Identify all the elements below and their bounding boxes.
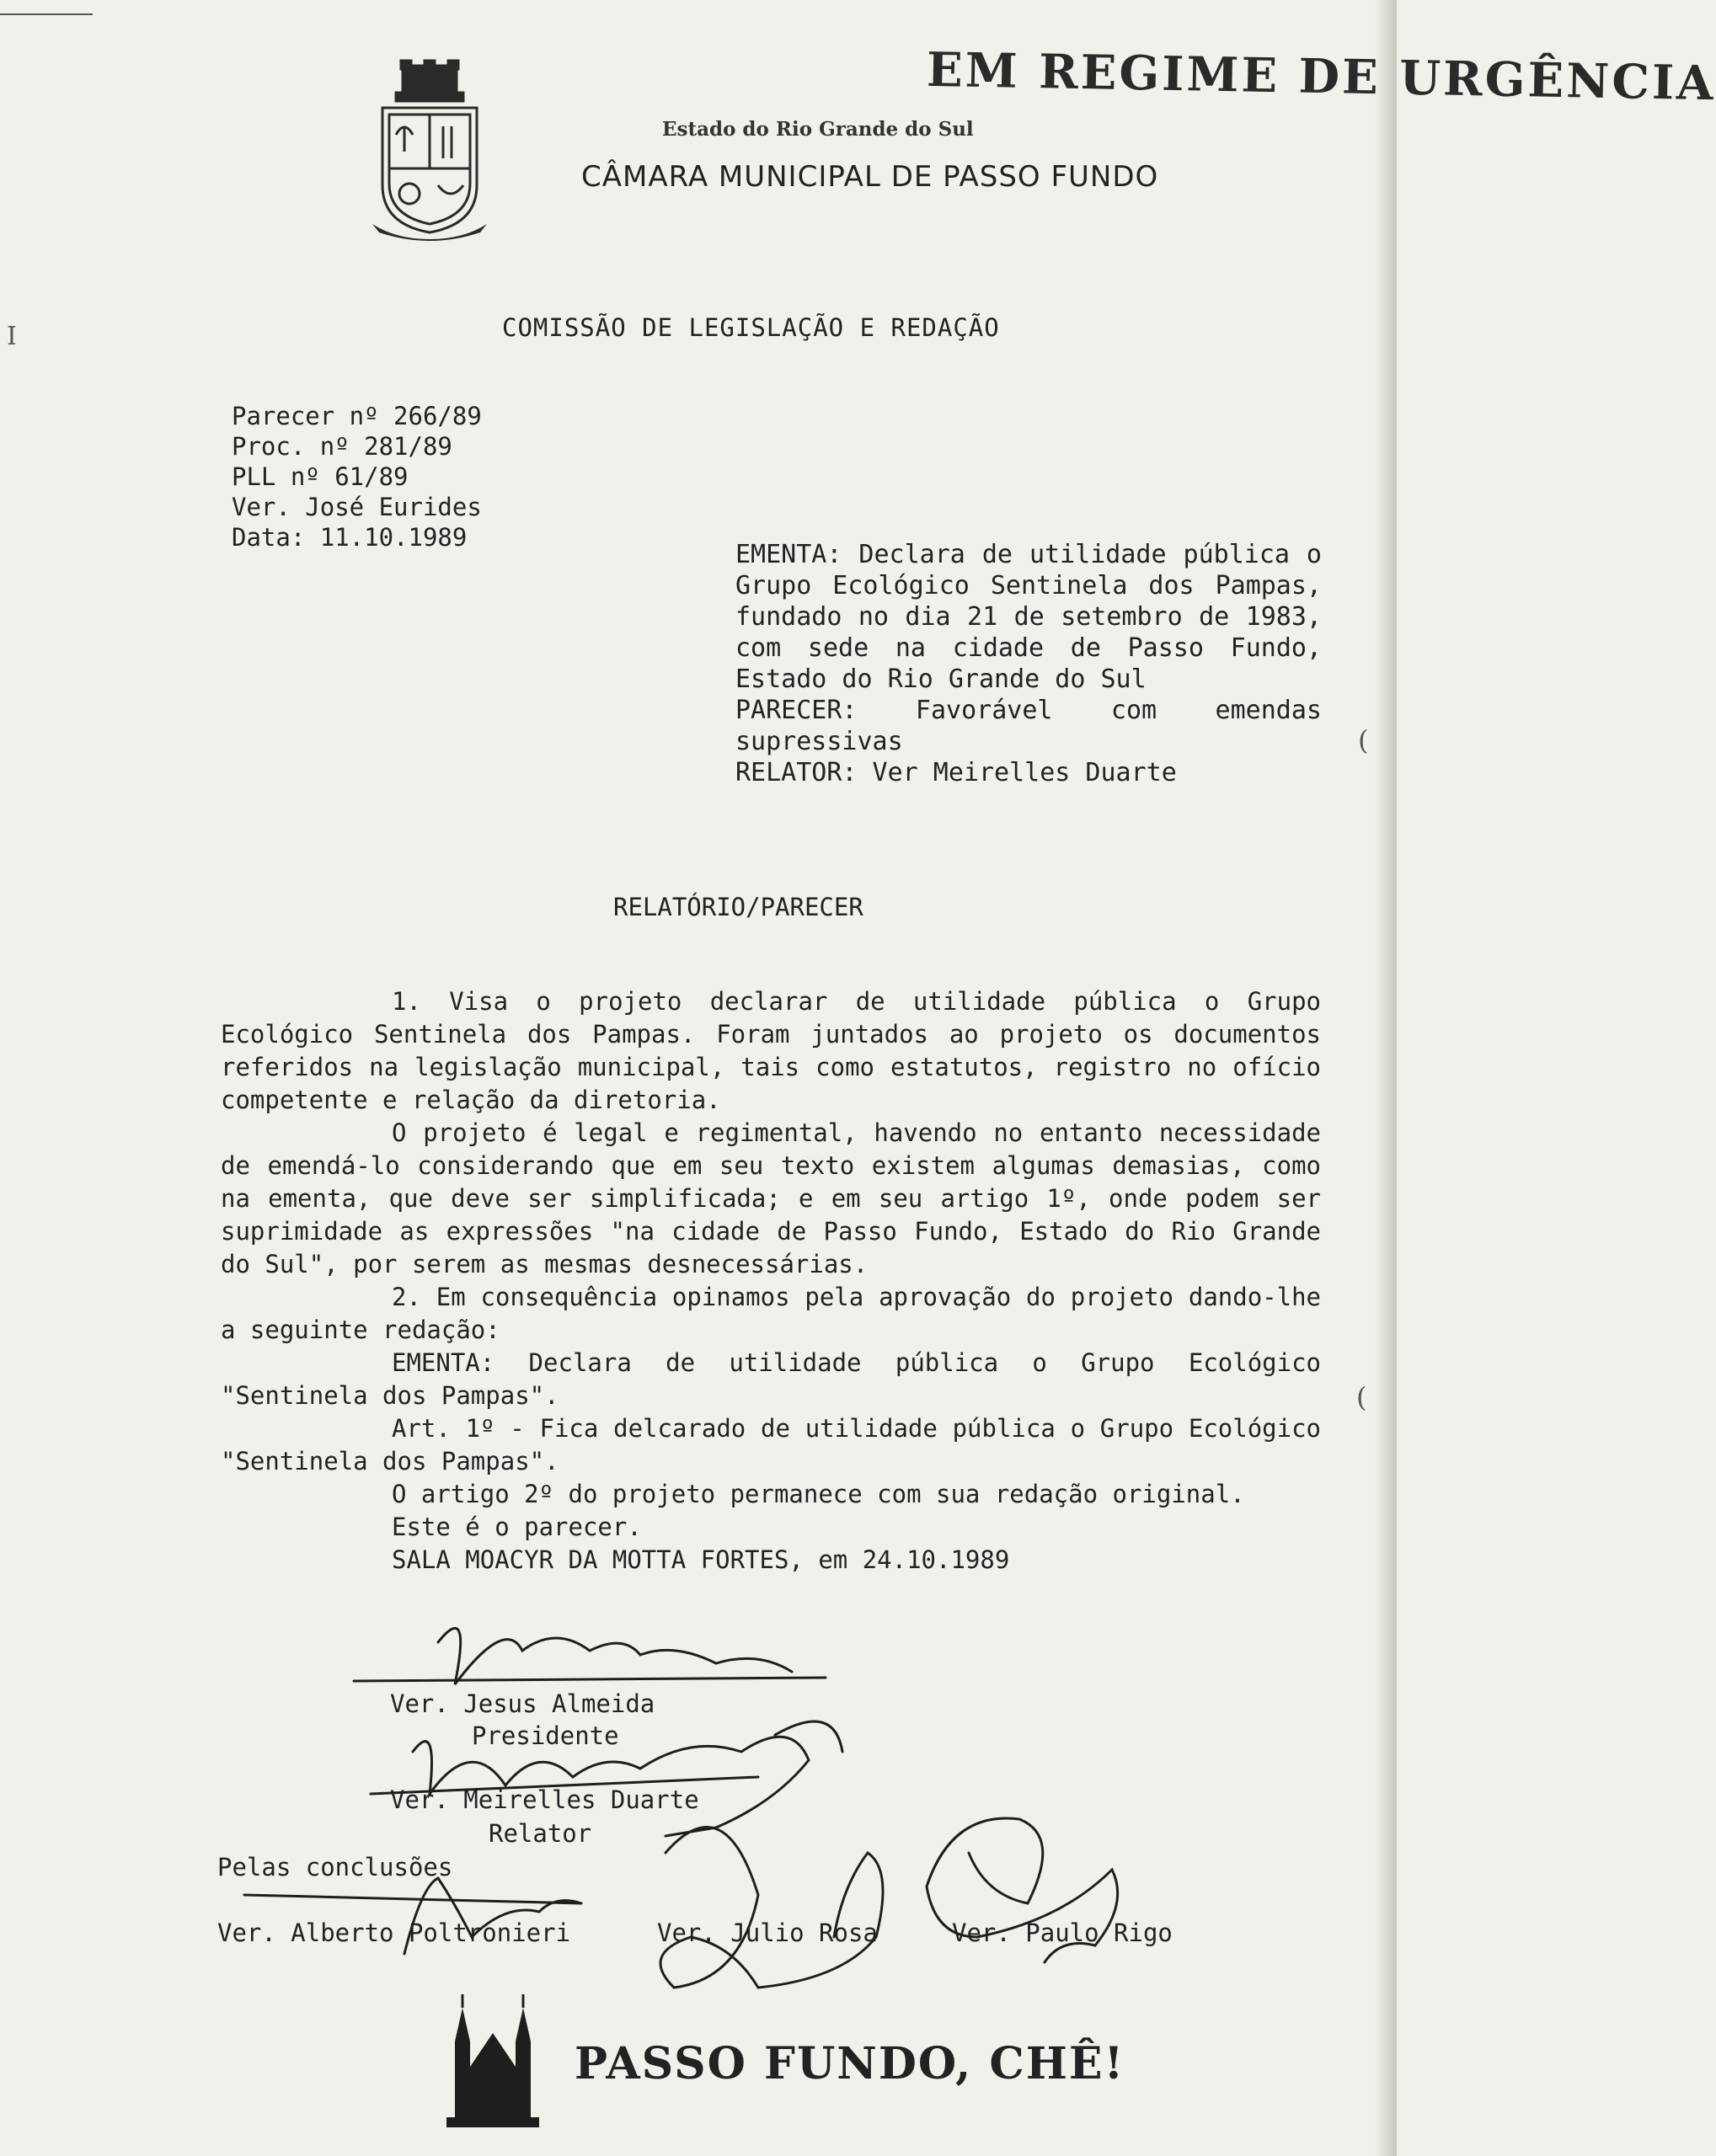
relator-role: Relator — [489, 1819, 592, 1848]
relator-text: RELATOR: Ver Meirelles Duarte — [735, 758, 1177, 787]
margin-mark: I — [7, 322, 17, 351]
member-signature-2: Ver. Julio Rosa — [657, 1919, 878, 1947]
coat-of-arms-icon — [371, 59, 489, 244]
report-body — [221, 985, 1321, 1577]
urgency-stamp: EM REGIME DE URGÊNCIA — [926, 41, 1716, 112]
conclusions-label: Pelas conclusões — [217, 1853, 453, 1881]
summary-block — [735, 539, 1322, 788]
state-name: Estado do Rio Grande do Sul — [662, 118, 974, 141]
document-metadata — [232, 401, 482, 552]
document-date: Data: 11.10.1989 — [232, 523, 468, 552]
pll-number: PLL nº 61/89 — [232, 462, 409, 491]
president-name: Ver. Jesus Almeida — [390, 1689, 655, 1718]
commission-title: COMISSÃO DE LEGISLAÇÃO E REDAÇÃO — [502, 313, 1000, 342]
relator-name: Ver. Meirelles Duarte — [390, 1785, 699, 1814]
process-number: Proc. nº 281/89 — [232, 432, 452, 461]
page-edge-right — [1375, 0, 1397, 2156]
closing-line: Este é o parecer. — [392, 1513, 642, 1541]
city-slogan: PASSO FUNDO, CHÊ! — [575, 2038, 1125, 2089]
ementa-text: EMENTA: Declara de utilidade pública o Grupo Ecológico Sentinela dos Pampas, fundado no dia 21 de setembro de 1983, com sede na cidade de Passo Fundo, Estado do Rio Grande do Sul — [735, 540, 1322, 694]
amended-ementa: EMENTA: Declara de utilidade pública o Grupo Ecológico "Sentinela dos Pampas". — [221, 1348, 1321, 1410]
paragraph-2: O projeto é legal e regimental, havendo no entanto necessidade de emendá-lo considerando que em seu texto existem algumas demasias, como na ementa, que deve ser simplificada; e em seu artigo 1º, onde podem ser suprimidade as expressões "na cidade de Passo Fundo, Estado do Rio Grande do Sul", por serem as mesmas desnecessárias. — [221, 1118, 1321, 1278]
place-and-date: SALA MOACYR DA MOTTA FORTES, em 24.10.1989 — [392, 1545, 1010, 1574]
member-signature-1: Ver. Alberto Poltronieri — [217, 1919, 571, 1947]
margin-mark: ( — [1356, 1381, 1367, 1413]
president-role: Presidente — [472, 1721, 619, 1750]
paragraph-3: 2. Em consequência opinamos pela aprovação do projeto dando-lhe a seguinte redação: — [221, 1283, 1321, 1344]
chamber-name: CÂMARA MUNICIPAL DE PASSO FUNDO — [581, 160, 1159, 194]
paragraph-1: 1. Visa o projeto declarar de utilidade pública o Grupo Ecológico Sentinela dos Pampas. Foram juntados ao projeto os documentos referidos na legislação municipal, tais como estatutos, registro no ofício competente e relação da diretoria. — [221, 987, 1321, 1114]
cathedral-logo-icon — [446, 1991, 539, 2134]
member-signature-3: Ver. Paulo Rigo — [952, 1919, 1173, 1947]
councilor-author: Ver. José Eurides — [232, 493, 482, 521]
margin-mark: ( — [1358, 724, 1369, 756]
page-edge-top — [0, 0, 93, 15]
report-title: RELATÓRIO/PARECER — [613, 893, 863, 921]
amended-article: Art. 1º - Fica delcarado de utilidade pública o Grupo Ecológico "Sentinela dos Pampas". — [221, 1414, 1321, 1476]
parecer-number: Parecer nº 266/89 — [232, 402, 482, 430]
parecer-text: PARECER: Favorável com emendas supressivas — [735, 696, 1322, 756]
article-2-note: O artigo 2º do projeto permanece com sua redação original. — [392, 1480, 1245, 1508]
